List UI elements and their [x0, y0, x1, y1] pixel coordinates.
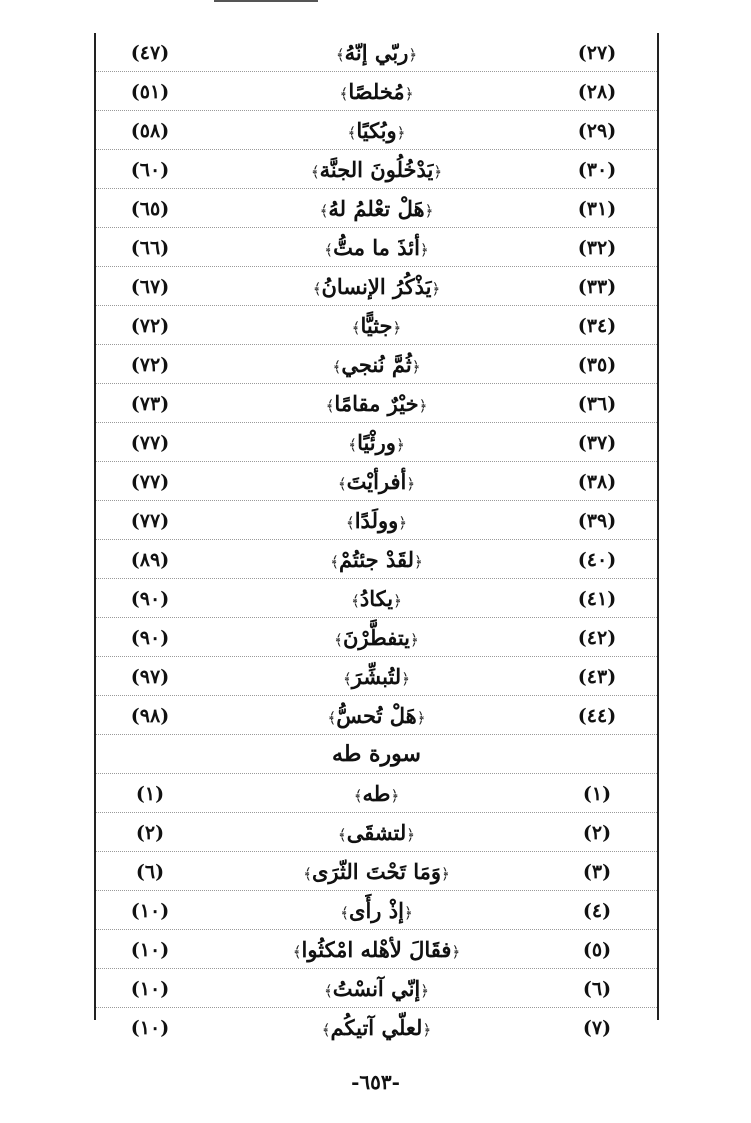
ornate-bracket-close: ﴾ [325, 397, 335, 415]
entry-word-group [156, 579, 597, 621]
ornate-bracket-open: ﴿ [422, 1021, 432, 1039]
page-number: -٦٥٣- [351, 1070, 400, 1094]
ornate-bracket-close: ﴾ [339, 85, 349, 103]
entry-word: لعلّي آتيكُم [330, 1015, 423, 1040]
ornate-bracket-close: ﴾ [303, 865, 312, 883]
entry-word-group [156, 774, 597, 816]
entry-word: يكادُ [359, 586, 394, 611]
ornate-bracket-open: ﴿ [410, 631, 419, 649]
ornate-bracket-open: ﴿ [433, 163, 443, 181]
entry-word: هَلْ تُحسُّ [336, 703, 417, 728]
entry-reference: (٥٨) [130, 120, 170, 142]
entry-word: لقَدْ جئتُمْ [339, 547, 414, 572]
index-row [96, 228, 657, 267]
entry-word-group [156, 111, 597, 153]
entry-reference: (٩٠) [130, 588, 170, 610]
entry-number: (٦) [582, 978, 612, 1000]
entry-number: (٢٨) [577, 81, 617, 103]
ornate-bracket-close: ﴾ [348, 436, 358, 454]
entry-number: (١) [582, 783, 612, 805]
entry-number: (٣٠) [577, 159, 617, 181]
entry-word-group [156, 657, 597, 699]
ornate-bracket-close: ﴾ [337, 475, 347, 493]
entry-number: (٣٤) [577, 315, 617, 337]
entry-word-group [156, 891, 597, 933]
ornate-bracket-open: ﴿ [424, 202, 434, 220]
entry-reference: (٦٠) [130, 159, 170, 181]
ornate-bracket-open: ﴿ [393, 592, 402, 610]
entry-number: (٢) [582, 822, 612, 844]
index-row [96, 306, 657, 345]
entry-number: (٣٦) [577, 393, 617, 415]
entry-number: (٢٧) [577, 42, 617, 64]
entry-word-group [156, 462, 597, 504]
ornate-bracket-close: ﴾ [335, 46, 345, 64]
entry-number: (٤٣) [577, 666, 617, 688]
index-row [96, 696, 657, 735]
ornate-bracket-open: ﴿ [414, 553, 423, 571]
ornate-bracket-open: ﴿ [395, 436, 405, 454]
ornate-bracket-close: ﴾ [340, 904, 350, 922]
entry-word-group [156, 501, 597, 543]
entry-number: (٤٢) [577, 627, 617, 649]
entry-reference: (٩٨) [130, 705, 170, 727]
ornate-bracket-close: ﴾ [323, 982, 333, 1000]
ornate-bracket-open: ﴿ [406, 475, 416, 493]
entry-reference: (٧٣) [130, 393, 170, 415]
ornate-bracket-close: ﴾ [337, 826, 347, 844]
entry-number: (٣٨) [577, 471, 617, 493]
ornate-bracket-open: ﴿ [431, 280, 441, 298]
index-row [96, 33, 657, 72]
entry-word-group [156, 33, 597, 75]
entry-number: (٢٩) [577, 120, 617, 142]
entry-reference: (٦٧) [130, 276, 170, 298]
ornate-bracket-close: ﴾ [351, 592, 360, 610]
entry-reference: (٤٧) [130, 42, 170, 64]
entry-word-group [156, 345, 597, 387]
index-row [96, 345, 657, 384]
index-row [96, 462, 657, 501]
entry-number: (٣) [582, 861, 612, 883]
entry-reference: (٩٧) [130, 666, 170, 688]
entry-word: ورئْيًا [357, 430, 396, 455]
ornate-bracket-close: ﴾ [310, 163, 320, 181]
ornate-bracket-open: ﴿ [392, 319, 402, 337]
entry-reference: (١٠) [130, 978, 170, 1000]
entry-word: وبُكيًا [356, 118, 397, 143]
index-row [96, 501, 657, 540]
index-row [96, 891, 657, 930]
ornate-bracket-close: ﴾ [327, 709, 337, 727]
entry-word-group [156, 618, 597, 660]
index-row [96, 852, 657, 891]
entry-word: يتفطَّرْنَ [342, 625, 411, 650]
entry-word: لتُبشِّرَ [351, 664, 402, 689]
entry-reference: (١٠) [130, 900, 170, 922]
entry-word: أفرأيْتَ [346, 469, 407, 494]
ornate-bracket-open: ﴿ [401, 670, 410, 688]
ornate-bracket-close: ﴾ [343, 670, 352, 688]
entry-word-group [156, 228, 597, 270]
entry-reference: (٢) [135, 822, 165, 844]
ornate-bracket-open: ﴿ [398, 514, 408, 532]
ornate-bracket-close: ﴾ [324, 241, 334, 259]
index-row [96, 150, 657, 189]
index-row [96, 930, 657, 969]
index-row [96, 189, 657, 228]
ornate-bracket-close: ﴾ [353, 787, 363, 805]
ornate-bracket-open: ﴿ [411, 358, 421, 376]
ornate-bracket-close: ﴾ [292, 943, 302, 961]
entry-number: (٣٧) [577, 432, 617, 454]
entry-word: ربّي إنّهُ [344, 40, 409, 65]
entry-reference: (٨٩) [130, 549, 170, 571]
entry-word: يَدْخُلُونَ الجنَّة [319, 157, 434, 182]
entry-word-group [156, 150, 597, 192]
ornate-bracket-close: ﴾ [345, 514, 355, 532]
entry-word-group [156, 306, 597, 348]
entry-number: (٤٤) [577, 705, 617, 727]
entry-word: أئذَ ما متُّ [333, 235, 420, 260]
index-row [96, 267, 657, 306]
entry-number: (٧) [582, 1017, 612, 1039]
index-row [96, 969, 657, 1008]
index-row [96, 1008, 657, 1046]
index-row [96, 618, 657, 657]
entry-number: (٤) [582, 900, 612, 922]
index-row [96, 111, 657, 150]
ornate-bracket-open: ﴿ [403, 904, 413, 922]
ornate-bracket-open: ﴿ [420, 982, 430, 1000]
entry-number: (٥) [582, 939, 612, 961]
ornate-bracket-open: ﴿ [416, 709, 426, 727]
entry-word: لتشقَى [346, 820, 407, 845]
ornate-bracket-open: ﴿ [441, 865, 450, 883]
index-row [96, 384, 657, 423]
index-row [96, 813, 657, 852]
entry-word: وَمَا تَحْتَ الثّرَى [311, 859, 442, 884]
entry-word: طه [362, 781, 391, 806]
entry-number: (٤٠) [577, 549, 617, 571]
entry-reference: (٩٠) [130, 627, 170, 649]
entry-word-group [156, 930, 597, 972]
index-row [96, 540, 657, 579]
ornate-bracket-open: ﴿ [418, 397, 428, 415]
entry-word-group [156, 267, 597, 309]
entry-word-group [156, 813, 597, 855]
entry-word-group [156, 384, 597, 426]
entry-word: جثيًّا [360, 313, 393, 338]
entry-word: خيْرٌ مقامًا [334, 391, 419, 416]
entry-reference: (٧٧) [130, 510, 170, 532]
ornate-bracket-close: ﴾ [334, 631, 343, 649]
entry-reference: (٧٢) [130, 315, 170, 337]
entry-word: مُخلصًا [348, 79, 405, 104]
surah-heading: سورة طه [96, 735, 657, 774]
index-rows [96, 33, 657, 1046]
entry-word-group [156, 1008, 597, 1050]
entry-reference: (١٠) [130, 939, 170, 961]
ornate-bracket-open: ﴿ [396, 124, 406, 142]
entry-reference: (٦) [135, 861, 165, 883]
index-row [96, 579, 657, 618]
entry-word: إنّي آنسْتُ [332, 976, 421, 1001]
ornate-bracket-close: ﴾ [312, 280, 322, 298]
ornate-bracket-open: ﴿ [451, 943, 461, 961]
ornate-bracket-close: ﴾ [351, 319, 361, 337]
entry-reference: (٥١) [130, 81, 170, 103]
entry-reference: (٧٢) [130, 354, 170, 376]
entry-reference: (٧٧) [130, 471, 170, 493]
ornate-bracket-close: ﴾ [321, 1021, 331, 1039]
ornate-bracket-open: ﴿ [390, 787, 400, 805]
entry-word: وولَدًا [354, 508, 399, 533]
entry-word: فقَالَ لأهْله امْكثُوا [301, 937, 452, 962]
entry-word-group [156, 423, 597, 465]
entry-reference: (٦٥) [130, 198, 170, 220]
entry-word-group [156, 852, 597, 894]
ornate-bracket-open: ﴿ [406, 826, 416, 844]
ornate-bracket-open: ﴿ [419, 241, 429, 259]
entry-number: (٣٢) [577, 237, 617, 259]
entry-word: هَلْ تعْلمُ لهُ [328, 196, 425, 221]
entry-number: (٣٣) [577, 276, 617, 298]
entry-word-group [156, 696, 597, 738]
top-rule [214, 0, 318, 2]
entry-reference: (٧٧) [130, 432, 170, 454]
ornate-bracket-open: ﴿ [408, 46, 418, 64]
ornate-bracket-close: ﴾ [319, 202, 329, 220]
ornate-bracket-close: ﴾ [347, 124, 357, 142]
index-row [96, 72, 657, 111]
entry-word-group [156, 969, 597, 1011]
index-table [94, 33, 659, 1040]
entry-word-group [156, 72, 597, 114]
ornate-bracket-close: ﴾ [330, 553, 339, 571]
entry-number: (٣٥) [577, 354, 617, 376]
entry-word-group [156, 189, 597, 231]
entry-word: إذْ رأَى [349, 898, 404, 923]
entry-reference: (١٠) [130, 1017, 170, 1039]
entry-word: يَذْكُرُ الإنسانُ [321, 274, 432, 299]
entry-word-group [156, 540, 597, 582]
entry-number: (٣١) [577, 198, 617, 220]
entry-number: (٤١) [577, 588, 617, 610]
entry-number: (٣٩) [577, 510, 617, 532]
ornate-bracket-close: ﴾ [332, 358, 342, 376]
index-row [96, 774, 657, 813]
index-row [96, 423, 657, 462]
index-row [96, 657, 657, 696]
entry-word: ثُمَّ نُنجي [341, 352, 412, 377]
entry-reference: (٦٦) [130, 237, 170, 259]
ornate-bracket-open: ﴿ [404, 85, 414, 103]
entry-reference: (١) [135, 783, 165, 805]
